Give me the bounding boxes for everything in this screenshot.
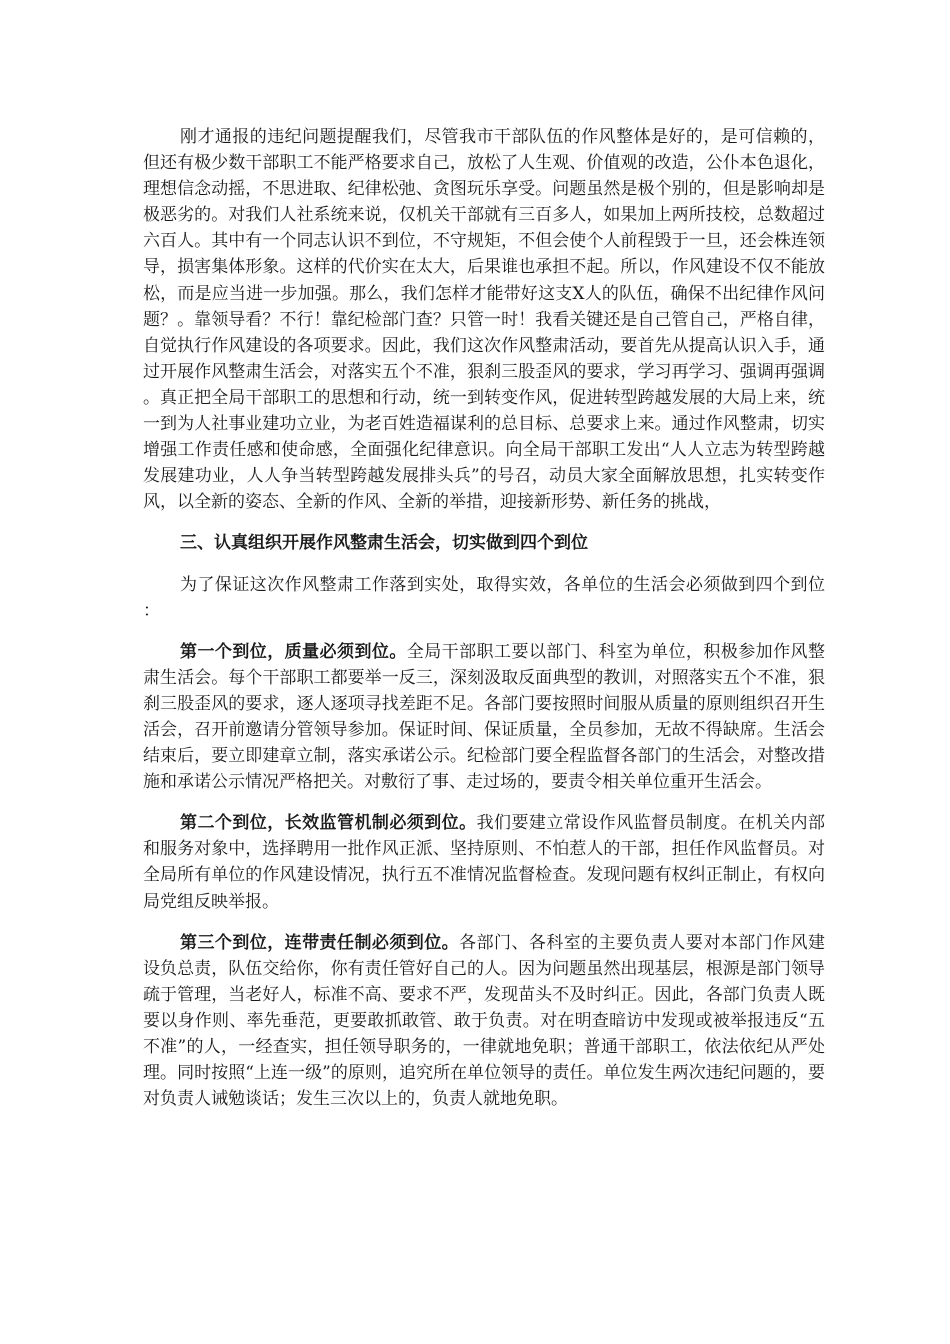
point-text: 全局干部职工要以部门、科室为单位，积极参加作风整肃生活会。每个干部职工都要举一反三，深刻汲取反面典型的教训，对照落实五个不准，狠刹三股歪风的要求，逐人逐项寻找差距不足。各部门要按照时间服从质量的原则组织召开生活会，召开前邀请分管领导参加。保证时间、保证质量，全员参加，无故不得缺席。生活会结束后，要立即建章立制，落实承诺公示。纪检部门要全程监督各部门的生活会，对整改措施和承诺公示情况严格把关。对敷衍了事、走过场的，要责令相关单位重开生活会。	[143, 641, 826, 793]
point-paragraph-3	[143, 930, 825, 1113]
point-paragraph-2	[143, 810, 825, 914]
body-paragraph-1	[143, 124, 825, 515]
point-lead: 第一个到位，质量必须到位。	[180, 641, 407, 662]
point-lead: 第二个到位，长效监管机制必须到位。	[180, 813, 477, 834]
point-lead: 第三个到位，连带责任制必须到位。	[180, 932, 460, 953]
section-heading: 三、认真组织开展作风整肃生活会，切实做到四个到位	[180, 533, 588, 554]
point-text: 我们要建立常设作风监督员制度。在机关内部和服务对象中，选择聘用一批作风正派、坚持原则、不怕惹人的干部，担任作风监督员。对全局所有单位的作风建设情况，执行五不准情况监督检查。发现问题有权纠正制止，有权向局党组反映举报。	[143, 813, 826, 912]
point-text: 各部门、各科室的主要负责人要对本部门作风建设负总责，队伍交给你，你有责任管好自己的人。因为问题虽然出现基层，根源是部门领导疏于管理，当老好人，标准不高、要求不严，发现苗头不及时纠正。因此，各部门负责人既要以身作则、率先垂范，更要敢抓敢管、敢于负责。对在明查暗访中发现或被举报违反“五不准”的人，一经查实，担任领导职务的，一律就地免职；普通干部职工，依法依纪从严处理。同时按照“上连一级”的原则，追究所在单位领导的责任。单位发生两次违纪问题的，要对负责人诫勉谈话；发生三次以上的，负责人就地免职。	[143, 932, 826, 1110]
document-page	[143, 124, 825, 1127]
point-paragraph-1	[143, 639, 825, 796]
intro-paragraph: 为了保证这次作风整肃工作落到实处，取得实效，各单位的生活会必须做到四个到位：	[143, 574, 825, 621]
paragraph-text: 刚才通报的违纪问题提醒我们，尽管我市干部队伍的作风整体是好的，是可信赖的，但还有极少数干部职工不能严格要求自己，放松了人生观、价值观的改造，公仆本色退化，理想信念动摇，不思进取、纪律松弛、贪图玩乐享受。问题虽然是极个别的，但是影响却是极恶劣的。对我们人社系统来说，仅机关干部就有三百多人，如果加上两所技校，总数超过六百人。其中有一个同志认识不到位，不守规矩，不但会使个人前程毁于一旦，还会株连领导，损害集体形象。这样的代价实在太大，后果谁也承担不起。所以，作风建设不仅不能放松，而是应当进一步加强。那么，我们怎样才能带好这支X人的队伍，确保不出纪律作风问题？。靠领导看？不行！靠纪检部门查？只管一时！我看关键还是自己管自己，严格自律，自觉执行作风建设的各项要求。因此，我们这次作风整肃活动，要首先从提高认识入手，通过开展作风整肃生活会，对落实五个不准，狠刹三股歪风的要求，学习再学习、强调再强调。真正把全局干部职工的思想和行动，统一到转变作风，促进转型跨越发展的大局上来，统一到为人社事业建功立业，为老百姓造福谋利的总目标、总要求上来。通过作风整肃，切实增强工作责任感和使命感，全面强化纪律意识。向全局干部职工发出“人人立志为转型跨越发展建功业，人人争当转型跨越发展排头兵”的号召，动员大家全面解放思想，扎实转变作风，以全新的姿态、全新的作风、全新的举措，迎接新形势、新任务的挑战，	[143, 127, 825, 513]
